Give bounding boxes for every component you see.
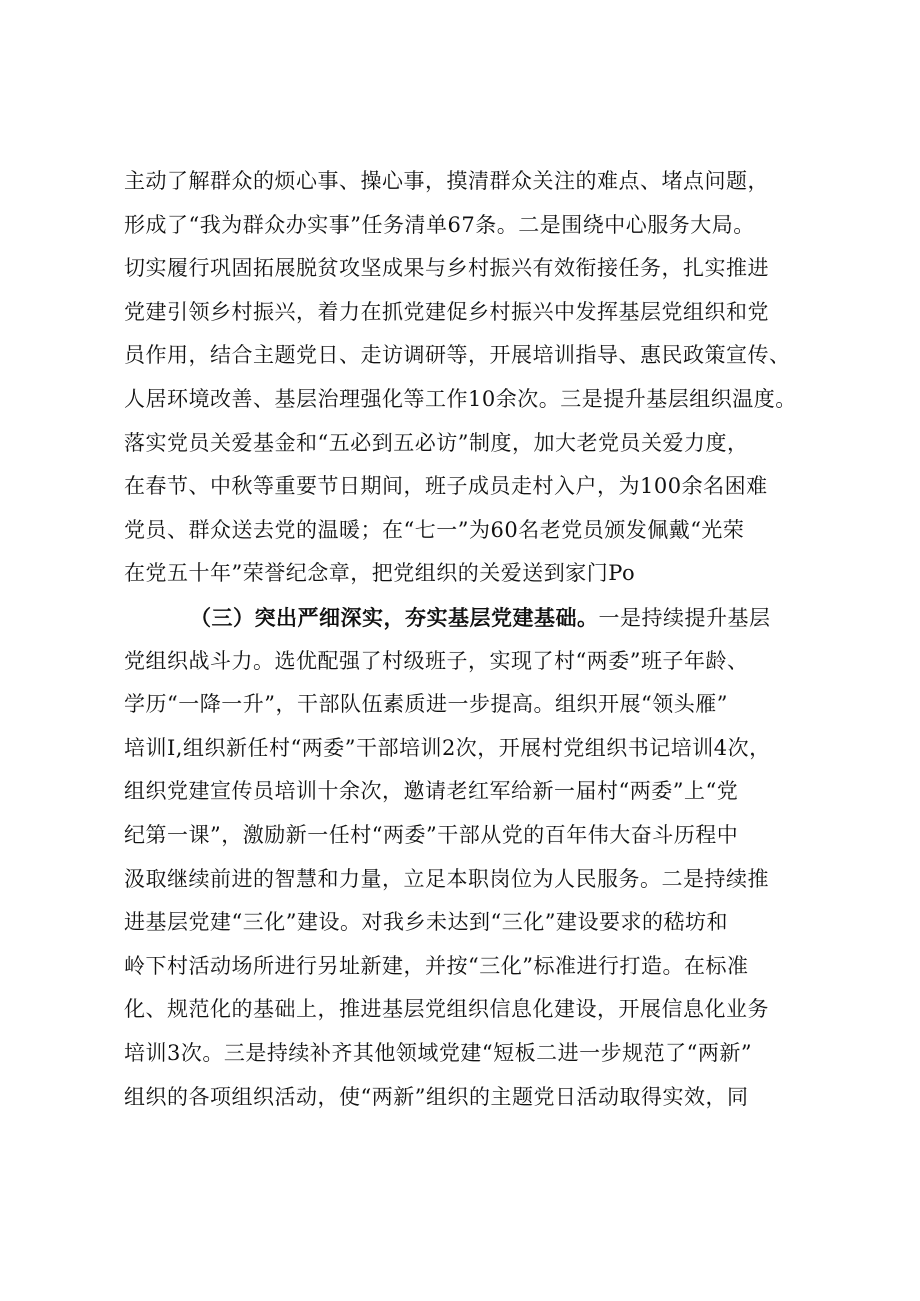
text-line: 员作用，结合主题党日、走访调研等，开展培训指导、惠民政策宣传、 — [124, 343, 791, 368]
text-line: 党员、群众送去党的温暖；在“七一”为60名老党员颁发佩戴“光荣 — [124, 517, 745, 542]
paragraph-2-first-line — [124, 596, 804, 640]
text-line: 组织的各项组织活动，使“两新”组织的主题党日活动取得实效，同 — [124, 1084, 749, 1109]
text-line: 岭下村活动场所进行另址新建，并按“三化”标准进行打造。在标准 — [124, 953, 749, 978]
text-line: 化、规范化的基础上，推进基层党组织信息化建设，开展信息化业务 — [124, 997, 769, 1022]
text-line: 党建引领乡村振兴，着力在抓党建促乡村振兴中发挥基层党组织和党 — [124, 299, 769, 324]
text-line: 切实履行巩固拓展脱贫攻坚成果与乡村振兴有效衔接任务，扎实推进 — [124, 256, 769, 281]
text-line: 培训3次。三是持续补齐其他领域党建“短板二进一步规范了“两新” — [124, 1040, 753, 1065]
text-line: 在春节、中秋等重要节日期间，班子成员走村入户，为100余名困难 — [124, 474, 768, 499]
text-line: 党组织战斗力。选优配强了村级班子，实现了村“两委”班子年龄、 — [124, 648, 749, 673]
text-line: 学历“一降一升”，干部队伍素质进一步提高。组织开展“领头雁” — [124, 692, 728, 717]
text-line: 落实党员关爱基金和“五必到五必访”制度，加大老党员关爱力度， — [124, 430, 749, 455]
paragraph-1 — [124, 160, 804, 596]
text-line: 汲取继续前进的智慧和力量，立足本职岗位为人民服务。二是持续推 — [124, 866, 769, 891]
text-line: 组织党建宣传员培训十余次，邀请老红军给新一届村“两委”上“党 — [124, 779, 739, 804]
text-line: 主动了解群众的烦心事、操心事，摸清群众关注的难点、堵点问题， — [124, 169, 769, 193]
text-line: 纪第一课”，激励新一任村“两委”干部从党的百年伟大奋斗历程中 — [124, 822, 739, 847]
text-line: 在党五十年”荣誉纪念章，把党组织的关爱送到家门Po — [124, 561, 636, 586]
text-line: 培训I,组织新任村“两委”干部培训2次，开展村党组织书记培训4次， — [124, 735, 771, 760]
text-line: 进基层党建“三化”建设。对我乡未达到“三化”建设要求的嵇坊和 — [124, 910, 728, 935]
text-line: 人居环境改善、基层治理强化等工作10余次。三是提升基层组织温度。 — [124, 386, 797, 411]
paragraph-2 — [124, 596, 804, 1119]
text-line: 形成了“我为群众办实事”任务清单67条。二是围绕中心服务大局。 — [124, 212, 755, 237]
heading-continuation: 一是持续提升基层 — [598, 606, 771, 630]
section-heading: （三）突出严细深实，夯实基层党建基础。 — [190, 605, 599, 630]
